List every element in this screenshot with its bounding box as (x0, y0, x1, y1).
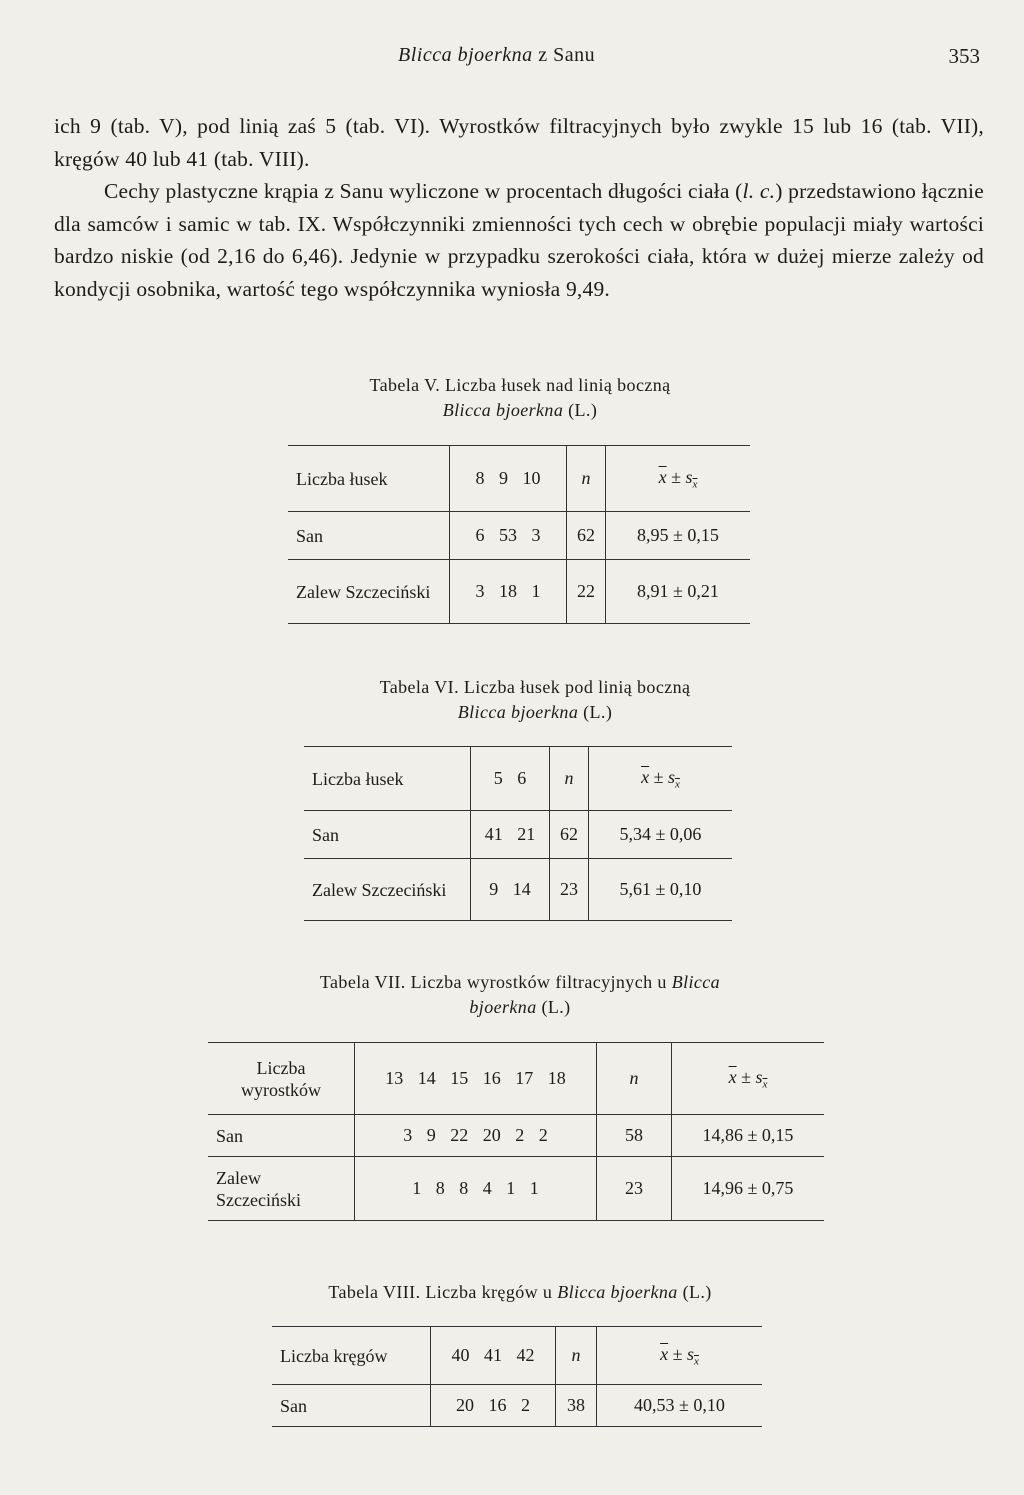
table-vii-row1-label: San (208, 1115, 355, 1157)
pm-symbol: ± (736, 1066, 756, 1087)
table-vii-caption-author: (L.) (536, 997, 571, 1017)
table-vi-header-n (550, 747, 589, 811)
table-viii-header-mean (597, 1327, 763, 1385)
table-viii-caption-line (240, 1280, 800, 1305)
table-viii-caption-title: Tabela VIII. Liczba kręgów u (328, 1282, 558, 1302)
table-v-header-mean (606, 446, 751, 512)
s-letter: s (667, 766, 675, 787)
pm-symbol: ± (666, 466, 686, 487)
table-v (288, 445, 750, 624)
s-subscript: x (692, 478, 698, 491)
table-v-caption-species: Blicca bjoerkna (442, 400, 564, 420)
table-vii-caption-genus: Blicca (671, 972, 721, 992)
page-number: 353 (948, 44, 980, 68)
table-row (304, 859, 732, 921)
table-v-header-n (567, 446, 606, 512)
table-row (288, 512, 750, 560)
table-vii-caption-line2 (230, 995, 810, 1020)
n-symbol: n (571, 1345, 581, 1365)
paragraph-2-part3: ) przedstawiono łącznie dla samców i samic w tab. IX. Współczynniki zmienności tych cech w obrębie populacji miały wartości bardzo niskie (od 2,16 do 6,46). Jedynie w przypadku szerokości ciała, która w dużej mierze zależy od kondycji osobnika, wartość tego współczynnika wyniosła 9,49. (54, 179, 984, 301)
s-subscript: x (762, 1078, 768, 1091)
table-vi-caption (290, 675, 780, 725)
running-title-species: Blicca bjoerkna (398, 44, 533, 66)
n-symbol: n (581, 468, 591, 488)
table-viii-header-n (556, 1327, 597, 1385)
table-row (304, 811, 732, 859)
table-v-caption-species-line (290, 398, 750, 423)
table-vi-row2-values: 9 14 (471, 859, 550, 921)
table-vi-header-values: 5 6 (471, 747, 550, 811)
running-title-rest: z Sanu (532, 44, 596, 66)
table-viii-row1-values: 20 16 2 (431, 1385, 556, 1427)
table-vi-row2-mean: 5,61 ± 0,10 (589, 859, 733, 921)
table-vii-header-mean (672, 1043, 825, 1115)
table-vi-caption-species-line (290, 700, 780, 725)
table-row (288, 560, 750, 624)
sd-symbol (755, 1066, 768, 1091)
mean-symbol: $\overline{x}$ (660, 1343, 669, 1364)
table-header-row (304, 747, 732, 811)
s-letter: s (685, 466, 693, 487)
table-viii-row1-n: 38 (556, 1385, 597, 1427)
table-v-row2-n: 22 (567, 560, 606, 624)
table-v-caption (290, 373, 750, 423)
table-viii-header-values: 40 41 42 (431, 1327, 556, 1385)
s-letter: s (755, 1066, 763, 1087)
table-v-row1-mean: 8,95 ± 0,15 (606, 512, 751, 560)
s-letter: s (686, 1343, 694, 1364)
paragraph-1: ich 9 (tab. V), pod linią zaś 5 (tab. VI). Wyrostków filtracyjnych było zwykle 15 lub 16 (tab. VII), kręgów 40 lub 41 (tab. VIII). (54, 114, 984, 171)
table-vi (304, 746, 732, 921)
table-vii-row2-n: 23 (597, 1157, 672, 1221)
table-row (208, 1157, 824, 1221)
table-viii-row1-mean: 40,53 ± 0,10 (597, 1385, 763, 1427)
table-viii-row1-label: San (280, 1395, 307, 1416)
table-vi-caption-author: (L.) (578, 702, 613, 722)
table-vii-row1-values: 3 9 22 20 2 2 (355, 1115, 597, 1157)
table-viii-caption-species: Blicca bjoerkna (557, 1282, 678, 1302)
table-v-row1-n: 62 (567, 512, 606, 560)
table-v-row1-label: San (288, 512, 450, 560)
table-vii-header-values: 13 14 15 16 17 18 (355, 1043, 597, 1115)
table-vii-caption (230, 970, 810, 1020)
table-vi-row2-n: 23 (550, 859, 589, 921)
table-vii-caption-title: Tabela VII. Liczba wyrostków filtracyjnych u (319, 972, 672, 992)
table-vi-row1-label: San (304, 811, 471, 859)
table-vi-caption-species: Blicca bjoerkna (457, 702, 579, 722)
table-vi-row2-label: Zalew Szczeciński (312, 879, 447, 900)
table-vii-header-label: Liczba wyrostków (208, 1043, 355, 1115)
s-subscript: x (675, 778, 680, 791)
running-title (398, 44, 595, 67)
mean-symbol: $\overline{x}$ (728, 1066, 737, 1087)
table-v-row2-mean: 8,91 ± 0,21 (606, 560, 751, 624)
paragraph-2 (54, 175, 984, 305)
table-viii-header-label: Liczba kręgów (272, 1327, 431, 1385)
n-symbol: n (629, 1068, 639, 1088)
table-vii-row2-mean: 14,96 ± 0,75 (672, 1157, 825, 1221)
table-row (272, 1385, 762, 1427)
table-vii-caption-species: bjoerkna (469, 997, 537, 1017)
table-vii-row1-n: 58 (597, 1115, 672, 1157)
table-v-row2-label: Zalew Szczeciński (296, 581, 431, 602)
table-vi-row1-mean: 5,34 ± 0,06 (589, 811, 733, 859)
table-vii-header-n (597, 1043, 672, 1115)
table-v-header-label: Liczba łusek (288, 446, 450, 512)
table-vi-row1-values: 41 21 (471, 811, 550, 859)
table-viii-caption-author: (L.) (677, 1282, 712, 1302)
table-row (208, 1115, 824, 1157)
table-vi-row1-n: 62 (550, 811, 589, 859)
table-vii-row2-values: 1 8 8 4 1 1 (355, 1157, 597, 1221)
table-v-caption-title: Tabela V. Liczba łusek nad linią boczną (369, 375, 671, 395)
pm-symbol: ± (649, 766, 668, 787)
pm-symbol: ± (668, 1343, 687, 1364)
table-viii (272, 1326, 762, 1427)
table-vi-header-label: Liczba łusek (304, 747, 471, 811)
table-v-caption-author: (L.) (563, 400, 598, 420)
mean-symbol: $\overline{x}$ (658, 466, 667, 487)
n-symbol: n (564, 768, 574, 788)
sd-symbol (686, 1343, 699, 1368)
running-head (0, 44, 1024, 74)
table-v-row1-values: 6 53 3 (450, 512, 567, 560)
table-vii-row1-mean: 14,86 ± 0,15 (672, 1115, 825, 1157)
paragraph-2-part1: Cechy plastyczne krąpia z Sanu wyliczone w procentach długości ciała ( (104, 179, 743, 203)
table-header-row (288, 446, 750, 512)
mean-symbol: $\overline{x}$ (641, 766, 650, 787)
table-vii (208, 1042, 824, 1221)
table-vi-caption-title: Tabela VI. Liczba łusek pod linią boczną (379, 677, 691, 697)
paragraph-2-citation: l. c. (742, 179, 776, 203)
table-vii-caption-line1 (230, 970, 810, 995)
table-header-row (272, 1327, 762, 1385)
table-vi-header-mean (589, 747, 733, 811)
table-v-header-values: 8 9 10 (450, 446, 567, 512)
table-header-row (208, 1043, 824, 1115)
table-v-row2-values: 3 18 1 (450, 560, 567, 624)
table-vii-row2-label: Zalew Szczeciński (216, 1167, 301, 1210)
table-viii-caption (240, 1280, 800, 1305)
sd-symbol (685, 466, 698, 491)
s-subscript: x (694, 1355, 699, 1368)
sd-symbol (667, 766, 680, 791)
